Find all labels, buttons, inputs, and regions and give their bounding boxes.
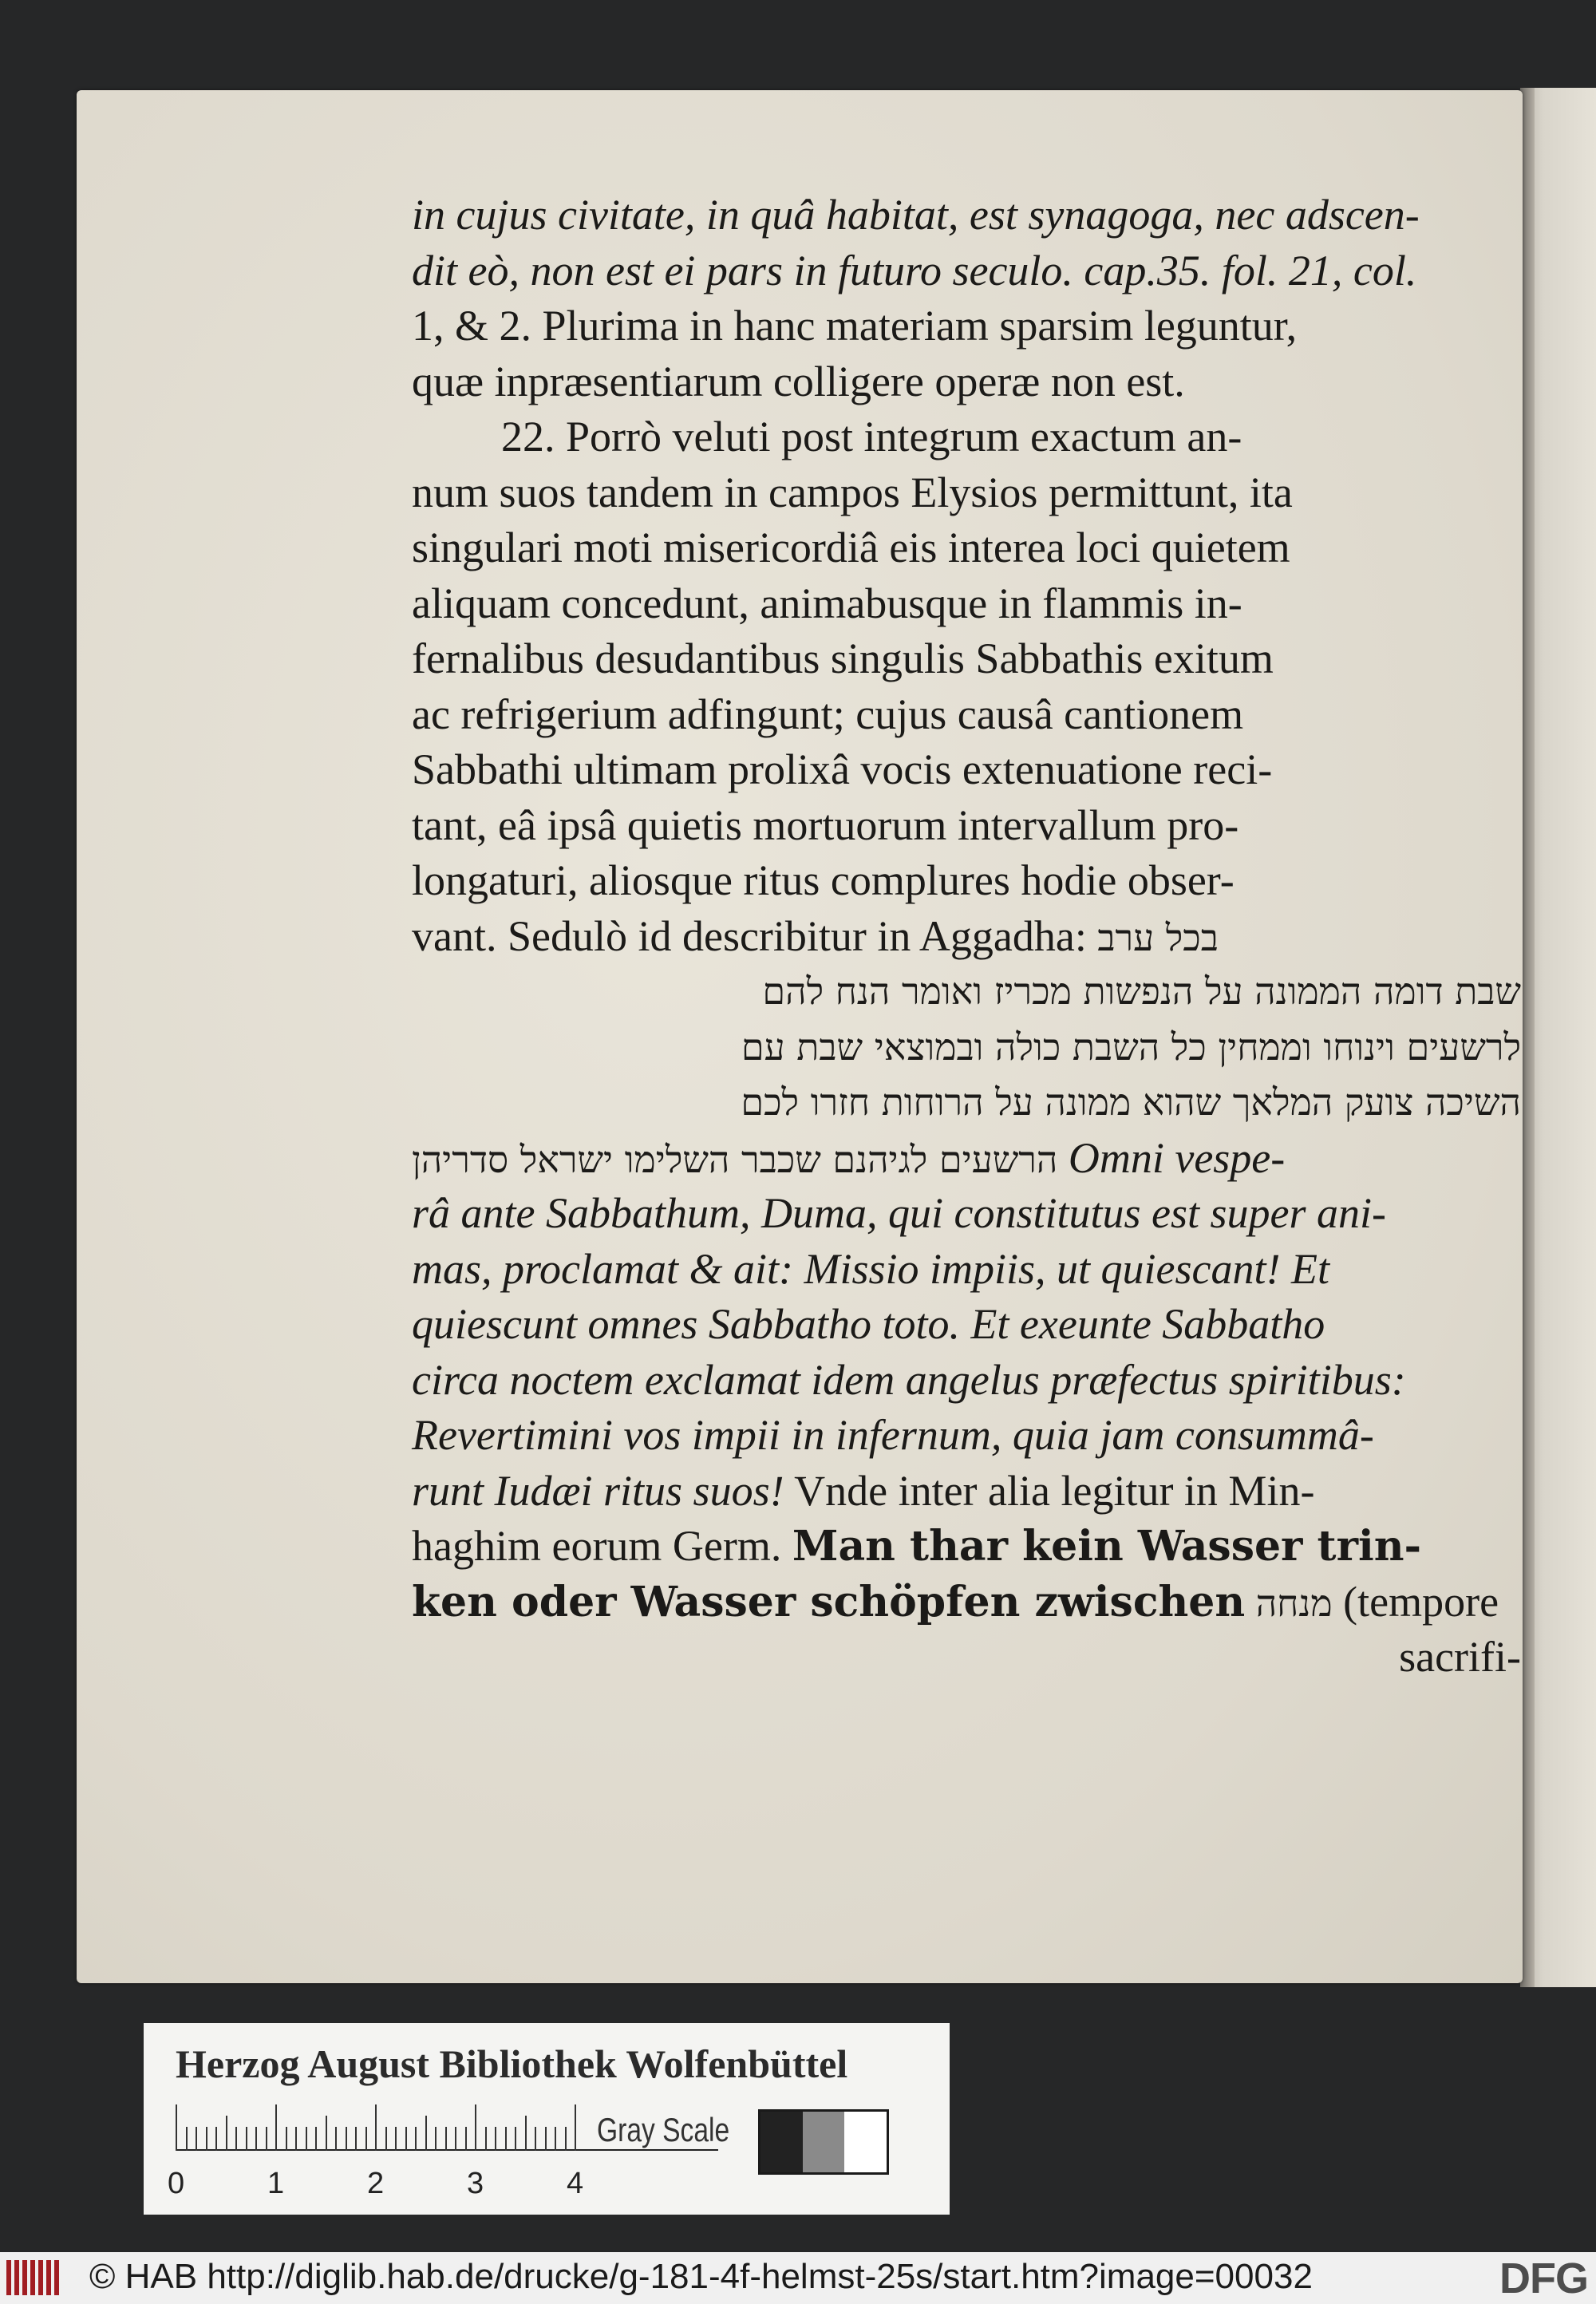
ruler-number: 0 bbox=[168, 2167, 185, 2200]
blackletter-text: ken oder Wasser schöpfen zwischen bbox=[412, 1577, 1246, 1626]
ruler-tick bbox=[575, 2104, 576, 2151]
italic-text: runt Iudæi ritus suos! bbox=[412, 1466, 784, 1515]
ruler-tick bbox=[555, 2127, 556, 2151]
latin-text: Vnde inter alia legitur in Min- bbox=[794, 1466, 1315, 1515]
ruler-tick bbox=[525, 2116, 527, 2151]
text-line bbox=[412, 1519, 1521, 1575]
latin-text: (tempore bbox=[1343, 1577, 1499, 1626]
catchword: sacrifi- bbox=[1399, 1633, 1521, 1681]
barcode-bar bbox=[38, 2260, 43, 2295]
hebrew-text: מנחה bbox=[1255, 1581, 1333, 1625]
text-line: quiescunt omnes Sabbatho toto. Et exeunte Sabbatho bbox=[412, 1300, 1325, 1348]
ruler-tick bbox=[365, 2127, 367, 2151]
ruler-tick bbox=[505, 2127, 507, 2151]
ruler-number: 3 bbox=[467, 2167, 484, 2200]
text-line: fernalibus desudantibus singulis Sabbathis exitum bbox=[412, 634, 1274, 682]
ruler-tick bbox=[346, 2127, 347, 2151]
library-name: Herzog August Bibliothek Wolfenbüttel bbox=[176, 2041, 848, 2086]
page-text bbox=[412, 188, 1521, 1686]
italic-text: Omni vespe- bbox=[1068, 1133, 1286, 1182]
text-line-italic: dit eò, non est ei pars in futuro seculo. cap.35. fol. 21, col. bbox=[412, 246, 1417, 294]
ruler-baseline bbox=[176, 2149, 718, 2151]
ruler-tick bbox=[355, 2127, 357, 2151]
ruler-tick bbox=[535, 2127, 536, 2151]
ruler-tick bbox=[215, 2127, 217, 2151]
ruler-tick bbox=[255, 2127, 257, 2151]
ruler-tick bbox=[445, 2127, 447, 2151]
ruler-tick bbox=[475, 2104, 476, 2151]
ruler-tick bbox=[565, 2127, 567, 2151]
barcode-bar bbox=[46, 2260, 51, 2295]
text-line: ac refrigerium adfingunt; cujus causâ cantionem bbox=[412, 690, 1244, 738]
ruler-tick bbox=[315, 2127, 317, 2151]
ruler-tick bbox=[275, 2104, 277, 2151]
ruler-tick bbox=[246, 2127, 247, 2151]
text-line: tant, eâ ipsâ quietis mortuorum intervallum pro- bbox=[412, 800, 1239, 849]
text-line: circa noctem exclamat idem angelus præfectus spiritibus: bbox=[412, 1355, 1406, 1404]
hebrew-line: לרשעים וינוחו וממחין כל השבת כולה ובמוצאי שבת עם bbox=[741, 1025, 1521, 1069]
ruler-number: 2 bbox=[367, 2167, 385, 2200]
text-line: Revertimini vos impii in infernum, quia jam consummâ- bbox=[412, 1411, 1374, 1459]
ruler-tick bbox=[495, 2127, 496, 2151]
hebrew-text: הרשעים לגיהנם שכבר השלימו ישראל סדריהן bbox=[412, 1137, 1058, 1181]
barcode-bar bbox=[30, 2260, 35, 2295]
text-line: Sabbathi ultimam prolixâ vocis extenuatione reci- bbox=[412, 745, 1273, 793]
text-line: num suos tandem in campos Elysios permittunt, ita bbox=[412, 468, 1293, 516]
ruler-tick bbox=[515, 2127, 516, 2151]
text-line: mas, proclamat & ait: Missio impiis, ut quiescant! Et bbox=[412, 1244, 1329, 1293]
ruler-tick bbox=[295, 2127, 297, 2151]
barcode-bar bbox=[6, 2260, 11, 2295]
ruler-tick bbox=[196, 2127, 197, 2151]
gray-scale-swatches bbox=[758, 2109, 889, 2175]
ruler-tick bbox=[326, 2116, 327, 2151]
ruler-tick bbox=[186, 2127, 188, 2151]
text-line: 1, & 2. Plurima in hanc materiam sparsim leguntur, bbox=[412, 302, 1298, 350]
ruler-tick bbox=[425, 2116, 427, 2151]
ruler-numbers bbox=[168, 2167, 726, 2207]
hebrew-line: השיכה צועק המלאך שהוא ממונה על הרוחות חזרו לכם bbox=[741, 1081, 1521, 1124]
hebrew-text: בכל ערב bbox=[1097, 915, 1219, 959]
text-line: singulari moti misericordiâ eis interea loci quietem bbox=[412, 524, 1290, 571]
hebrew-line: שבת דומה הממונה על הנפשות מכריז ואומר הנח להם bbox=[762, 970, 1521, 1013]
gray-swatch bbox=[803, 2112, 845, 2172]
text-line: aliquam concedunt, animabusque in flammis in- bbox=[412, 579, 1242, 627]
ruler-tick bbox=[395, 2127, 397, 2151]
ruler-number: 4 bbox=[567, 2167, 584, 2200]
next-page-edge bbox=[1520, 88, 1596, 1987]
text-line: 22. Porrò veluti post integrum exactum an- bbox=[501, 413, 1242, 460]
latin-text: vant. Sedulò id describitur in Aggadha: bbox=[412, 911, 1087, 960]
hab-logo-icon bbox=[6, 2260, 64, 2295]
ruler-tick bbox=[465, 2127, 467, 2151]
ruler-tick bbox=[415, 2127, 417, 2151]
text-line: longaturi, aliosque ritus complures hodie obser- bbox=[412, 856, 1235, 904]
book-page bbox=[77, 90, 1523, 1983]
ruler-tick bbox=[176, 2104, 177, 2151]
ruler-tick bbox=[335, 2127, 337, 2151]
text-line: in cujus civitate, in quâ habitat, est synagoga, nec adscen- bbox=[412, 191, 1420, 239]
text-line bbox=[412, 1575, 1521, 1630]
text-line bbox=[412, 1131, 1521, 1187]
text-line: râ ante Sabbathum, Duma, qui constitutus est super ani- bbox=[412, 1189, 1386, 1237]
ruler-tick bbox=[545, 2127, 547, 2151]
ruler-tick bbox=[235, 2127, 237, 2151]
text-line bbox=[412, 909, 1521, 965]
barcode-bar bbox=[54, 2260, 59, 2295]
gray-swatch bbox=[844, 2112, 887, 2172]
ruler-tick bbox=[435, 2127, 437, 2151]
ruler-tick bbox=[375, 2104, 377, 2151]
gray-scale-label: Gray Scale bbox=[597, 2111, 730, 2148]
dfg-logo: DFG bbox=[1499, 2255, 1588, 2302]
ruler-tick bbox=[405, 2127, 407, 2151]
ruler-tick bbox=[306, 2127, 307, 2151]
text-line bbox=[412, 243, 1521, 299]
blackletter-text: Man thar kein Wasser trin- bbox=[792, 1522, 1422, 1571]
ruler-tick bbox=[286, 2127, 287, 2151]
ruler-tick bbox=[455, 2127, 456, 2151]
latin-text: haghim eorum Germ. bbox=[412, 1522, 782, 1570]
gray-swatch bbox=[760, 2112, 803, 2172]
ruler-tick bbox=[385, 2127, 387, 2151]
footer-copyright: © HAB http://diglib.hab.de/drucke/g-181-4f-helmst-25s/start.htm?image=00032 bbox=[89, 2257, 1313, 2296]
ruler-tick bbox=[206, 2127, 207, 2151]
color-reference-card bbox=[144, 2023, 950, 2215]
ruler-tick bbox=[226, 2116, 227, 2151]
ruler-number: 1 bbox=[267, 2167, 285, 2200]
ruler-tick bbox=[266, 2127, 267, 2151]
footer-bar bbox=[0, 2252, 1596, 2304]
text-line: quæ inpræsentiarum colligere operæ non est. bbox=[412, 357, 1185, 405]
barcode-bar bbox=[14, 2260, 19, 2295]
text-line bbox=[412, 1464, 1521, 1520]
barcode-bar bbox=[22, 2260, 27, 2295]
ruler-tick bbox=[485, 2127, 487, 2151]
